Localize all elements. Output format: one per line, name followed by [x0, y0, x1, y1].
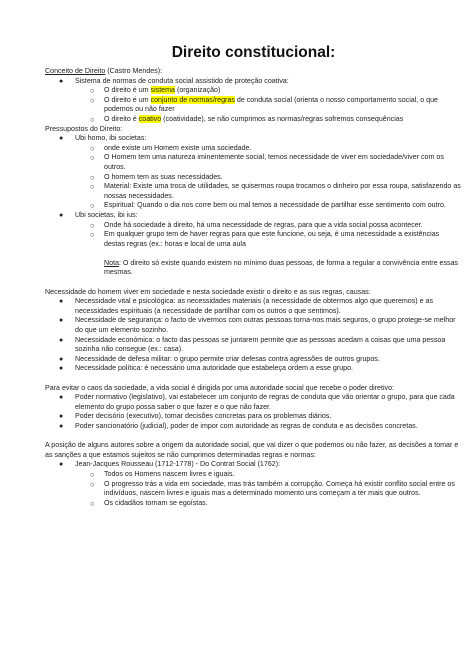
- spacer: [45, 249, 462, 259]
- list-item: [45, 336, 462, 355]
- list-item-text: O direito é: [104, 114, 139, 123]
- bullet-circle-icon: ○: [90, 220, 95, 230]
- list-item: [45, 201, 462, 211]
- list-item: [45, 422, 462, 432]
- list-item: [45, 182, 462, 201]
- list-item-text: Necessidade de segurança: o facto de vivermos com outras pessoas torna-nos mais seguros, o grupo protege-se melhor do que um elemento sozinho.: [75, 316, 456, 335]
- list-item: [45, 86, 462, 96]
- list-item-text: Poder sancionatório (judicial), poder de impor com autoridade as regras de conduta e as decisões concretas.: [75, 421, 418, 430]
- list-item: [45, 499, 462, 509]
- highlighted-text: coativo: [138, 114, 162, 123]
- list-item-text: (coatividade), se não cumprimos as normas/regras sofremos consequências: [161, 114, 404, 123]
- bullet-circle-icon: ○: [90, 143, 95, 153]
- list-item: [45, 134, 462, 144]
- bullet-circle-icon: ○: [90, 153, 95, 163]
- bullet-dot-icon: ●: [59, 135, 64, 143]
- highlighted-text: conjunto de normas/regras: [150, 95, 235, 104]
- bullet-circle-icon: ○: [90, 182, 95, 192]
- bullet-circle-icon: ○: [90, 201, 95, 211]
- list-item-text: Todos os Homens nascem livres e iguais.: [104, 469, 235, 478]
- bullet-dot-icon: ●: [59, 461, 64, 469]
- list-item-text: Necessidade de defesa militar: o grupo permite criar defesas contra agressões de outros grupos.: [75, 354, 380, 363]
- bullet-dot-icon: ●: [59, 413, 64, 421]
- list-item: [45, 115, 462, 125]
- list-item-text: Ubi homo, ibi societas:: [75, 134, 147, 143]
- bullet-circle-icon: ○: [90, 479, 95, 489]
- bullet-dot-icon: ●: [59, 336, 64, 344]
- bullet-list: [45, 77, 462, 125]
- bullet-dot-icon: ●: [59, 422, 64, 430]
- list-item-text: Sistema de normas de conduta social assistido de proteção coativa:: [75, 76, 289, 85]
- paragraph-caos: Para evitar o caos da sociedade, a vida social é dirigida por uma autoridade social que recebe o poder diretivo:: [45, 383, 394, 392]
- list-item: [45, 355, 462, 365]
- list-item-text: Onde há sociedade à direito, há uma necessidade de regras, para que a vida social possa acontecer.: [104, 220, 423, 229]
- bullet-dot-icon: ●: [59, 77, 64, 85]
- list-item-text: Necessidade política: é necessário uma autoridade que estabeleça ordem a esse grupo.: [75, 364, 354, 373]
- list-item-text: Poder normativo (legislativo), vai estabelecer um conjunto de regras de conduta que vão orientar o grupo, para que cada elemento do grupo possa saber o que fazer e o que não fazer.: [75, 393, 455, 411]
- bullet-dot-icon: ●: [59, 211, 64, 219]
- list-item: [45, 230, 462, 249]
- list-item-text: Necessidade económica: o facto das pessoas se juntarem permite que as pessoas acedam a coisas que uma pessoa sozinha não consegue (ex.: casa).: [75, 335, 446, 354]
- bullet-dot-icon: ●: [59, 298, 64, 306]
- list-item: [45, 211, 462, 221]
- list-item: [45, 153, 462, 172]
- list-item: [45, 460, 462, 470]
- section-heading-pressupostos: Pressupostos do Direito:: [45, 124, 123, 133]
- list-item-text: Material: Existe uma troca de utilidades, se quisermos roupa trocamos o dinheiro por essa roupa, satisfazendo as nossas necessidades.: [104, 182, 461, 200]
- paragraph-necessidade: Necessidade do homem viver em sociedade e nesta sociedade existir o direito e as sus regras, causas:: [45, 287, 371, 296]
- page-title: Direito constitucional:: [171, 44, 336, 61]
- bullet-circle-icon: ○: [90, 86, 95, 96]
- heading-rest-text: (Castro Mendes):: [105, 67, 163, 75]
- list-item: [45, 316, 462, 335]
- list-item: [45, 364, 462, 374]
- list-item-text: O progresso trás a vida em sociedade, mas trás também a corrupção. Começa há existir conflito social entre os indivíduos, nascem livres e iguais mas a determinado momento uns começam a ter mais que outros.: [104, 479, 455, 498]
- bullet-circle-icon: ○: [90, 230, 95, 240]
- bullet-circle-icon: ○: [90, 498, 95, 508]
- spacer: [45, 278, 462, 288]
- list-item-text: O direito é um: [104, 86, 151, 95]
- note-label: Nota: [104, 258, 119, 267]
- bullet-list: [45, 297, 462, 374]
- bullet-circle-icon: ○: [90, 114, 95, 124]
- list-item: [45, 77, 462, 87]
- list-item: [45, 412, 462, 422]
- list-item: [45, 470, 462, 480]
- bullet-circle-icon: ○: [90, 95, 95, 105]
- list-item: [45, 173, 462, 183]
- bullet-list: [45, 393, 462, 431]
- list-item: [45, 144, 462, 154]
- list-item-text: Jean-Jacques Rousseau (1712-1778) - Do Contrat Social (1762):: [75, 460, 281, 469]
- list-item-text: Ubi societas, ibi ius:: [75, 210, 138, 219]
- heading-underlined-text: Conceito de Direito: [45, 67, 106, 75]
- spacer: [45, 374, 462, 384]
- list-item-text: Em qualquer grupo tem de haver regras para que este funcione, ou seja, é uma necessidade a existências destas regras (ex.: horas e local de uma aula: [104, 230, 440, 248]
- highlighted-text: sistema: [150, 86, 175, 95]
- list-item-text: O Homem tem uma natureza iminentemente social, temos necessidade de viver em sociedade/viver com os outros.: [104, 153, 444, 171]
- list-item-text: Os cidadãos tornam se egoístas.: [104, 498, 208, 507]
- note-text: : O direito só existe quando existem no mínimo duas pessoas, de forma a regular a convivência entre essas mesmas.: [104, 258, 459, 277]
- bullet-dot-icon: ●: [59, 365, 64, 373]
- bullet-circle-icon: ○: [90, 469, 95, 479]
- list-item-text: (organização): [174, 86, 221, 95]
- list-item: [45, 480, 462, 499]
- list-item: [45, 96, 462, 115]
- bullet-circle-icon: ○: [90, 172, 95, 182]
- list-item: [45, 393, 462, 412]
- bullet-list: [45, 134, 462, 249]
- list-item-text: Necessidade vital e psicológica: as necessidades materiais (a necessidade de obtermos algo que queremos) e as necessidades espirituais (a necessidade de partilhar com os outros o que sentimos).: [75, 297, 434, 315]
- list-item: [45, 297, 462, 316]
- list-item-text: O homem tem as suas necessidades.: [104, 172, 223, 181]
- bullet-dot-icon: ●: [59, 394, 64, 402]
- bullet-dot-icon: ●: [59, 317, 64, 325]
- bullet-dot-icon: ●: [59, 355, 64, 363]
- list-item-text: Espiritual: Quando o dia nos corre bem ou mal temos a necessidade de partilhar esse sentimento com outro.: [104, 201, 446, 210]
- list-item: [45, 221, 462, 231]
- paragraph-posicao: A posição de alguns autores sobre a origem da autoridade social, que vai dizer o que podemos ou não fazer, as decisões a tomar e as sanções a que estamos sujeitos se não cumprimos determinadas regras e normas:: [45, 441, 459, 459]
- list-item-text: Poder decisório (executivo), tomar decisões concretas para os problemas diários.: [75, 412, 332, 421]
- note-paragraph: [45, 259, 462, 278]
- list-item-text: O direito é um: [104, 95, 151, 104]
- section-heading-conceito: [45, 67, 462, 77]
- list-item-text: de conduta social (orienta o nosso comportamento social, o que podemos ou não fazer: [104, 95, 439, 114]
- spacer: [45, 432, 462, 442]
- bullet-list: [45, 460, 462, 508]
- list-item-text: onde existe um Homem existe uma sociedade.: [104, 143, 252, 152]
